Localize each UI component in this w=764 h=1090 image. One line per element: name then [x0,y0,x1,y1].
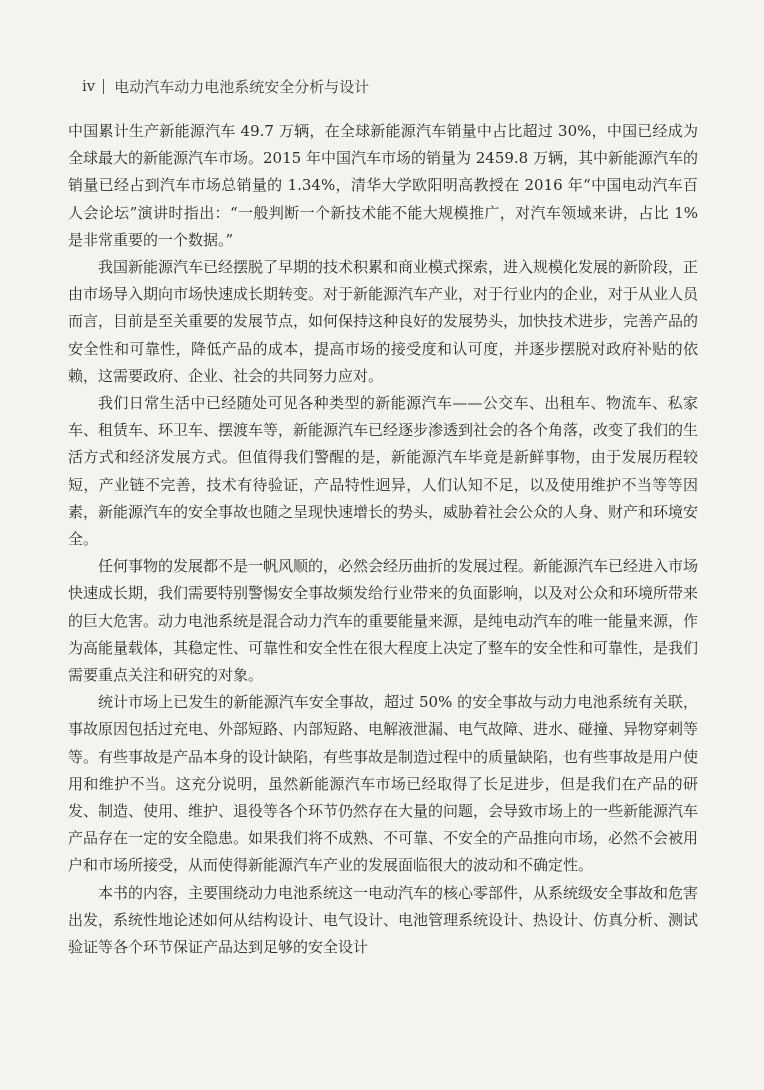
body-text [68,118,698,961]
page-number: iv [82,77,96,95]
running-header [82,74,369,98]
paragraph: 我们日常生活中已经随处可见各种类型的新能源汽车——公交车、出租车、物流车、私家车、租赁车、环卫车、摆渡车等，新能源汽车已经逐步渗透到社会的各个角落，改变了我们的生活方式和经济发展方式。但值得我们警醒的是，新能源汽车毕竟是新鲜事物，由于发展历程较短，产业链不完善，技术有待验证，产品特性迥异，人们认知不足，以及使用维护不当等等因素，新能源汽车的安全事故也随之呈现快速增长的势头，威胁着社会公众的人身、财产和环境安全。 [68,394,699,549]
paragraph: 我国新能源汽车已经摆脱了早期的技术积累和商业模式探索，进入规模化发展的新阶段，正由市场导入期向市场快速成长期转变。对于新能源汽车产业，对于行业内的企业，对于从业人员而言，目前是至关重要的发展节点，如何保持这种良好的发展势头，加快技术进步，完善产品的安全性和可靠性，降低产品的成本，提高市场的接受度和认可度，并逐步摆脱对政府补贴的依赖，这需要政府、企业、社会的共同努力应对。 [68,258,699,385]
paragraph: 统计市场上已发生的新能源汽车安全事故，超过 50% 的安全事故与动力电池系统有关联，事故原因包括过充电、外部短路、内部短路、电解液泄漏、电气故障、进水、碰撞、异物穿刺等等。有些事故是产品本身的设计缺陷，有些事故是制造过程中的质量缺陷，也有些事故是用户使用和维护不当。这充分说明，虽然新能源汽车市场已经取得了长足进步，但是我们在产品的研发、制造、使用、维护、退役等各个环节仍然存在大量的问题，会导致市场上的一些新能源汽车产品存在一定的安全隐患。如果我们将不成熟、不可靠、不安全的产品推向市场，必然不会被用户和市场所接受，从而使得新能源汽车产业的发展面临很大的波动和不确定性。 [68,693,699,875]
paragraph-continued: 中国累计生产新能源汽车 49.7 万辆，在全球新能源汽车销量中占比超过 30%，中国已经成为全球最大的新能源汽车市场。2015 年中国汽车市场的销量为 2459.8 万辆，其中新能源汽车的销量已经占到汽车市场总销量的 1.34%，清华大学欧阳明高教授在 2016 年“中国电动汽车百人会论坛”演讲时指出：“一般判断一个新技术能不能大规模推广，对汽车领域来讲，占比 1% 是非常重要的一个数据。” [68,122,698,249]
paragraph: 任何事物的发展都不是一帆风顺的，必然会经历曲折的发展过程。新能源汽车已经进入市场快速成长期，我们需要特别警惕安全事故频发给行业带来的负面影响，以及对公众和环境所带来的巨大危害。动力电池系统是混合动力汽车的重要能量来源，是纯电动汽车的唯一能量来源，作为高能量载体，其稳定性、可靠性和安全性在很大程度上决定了整车的安全性和可靠性，是我们需要重点关注和研究的对象。 [68,557,699,685]
paragraph: 本书的内容，主要围绕动力电池系统这一电动汽车的核心零部件，从系统级安全事故和危害出发，系统性地论述如何从结构设计、电气设计、电池管理系统设计、热设计、仿真分析、测试验证等各个环节保证产品达到足够的安全设计 [68,883,699,957]
header-divider [103,79,104,94]
book-title: 电动汽车动力电池系统安全分析与设计 [114,77,370,96]
